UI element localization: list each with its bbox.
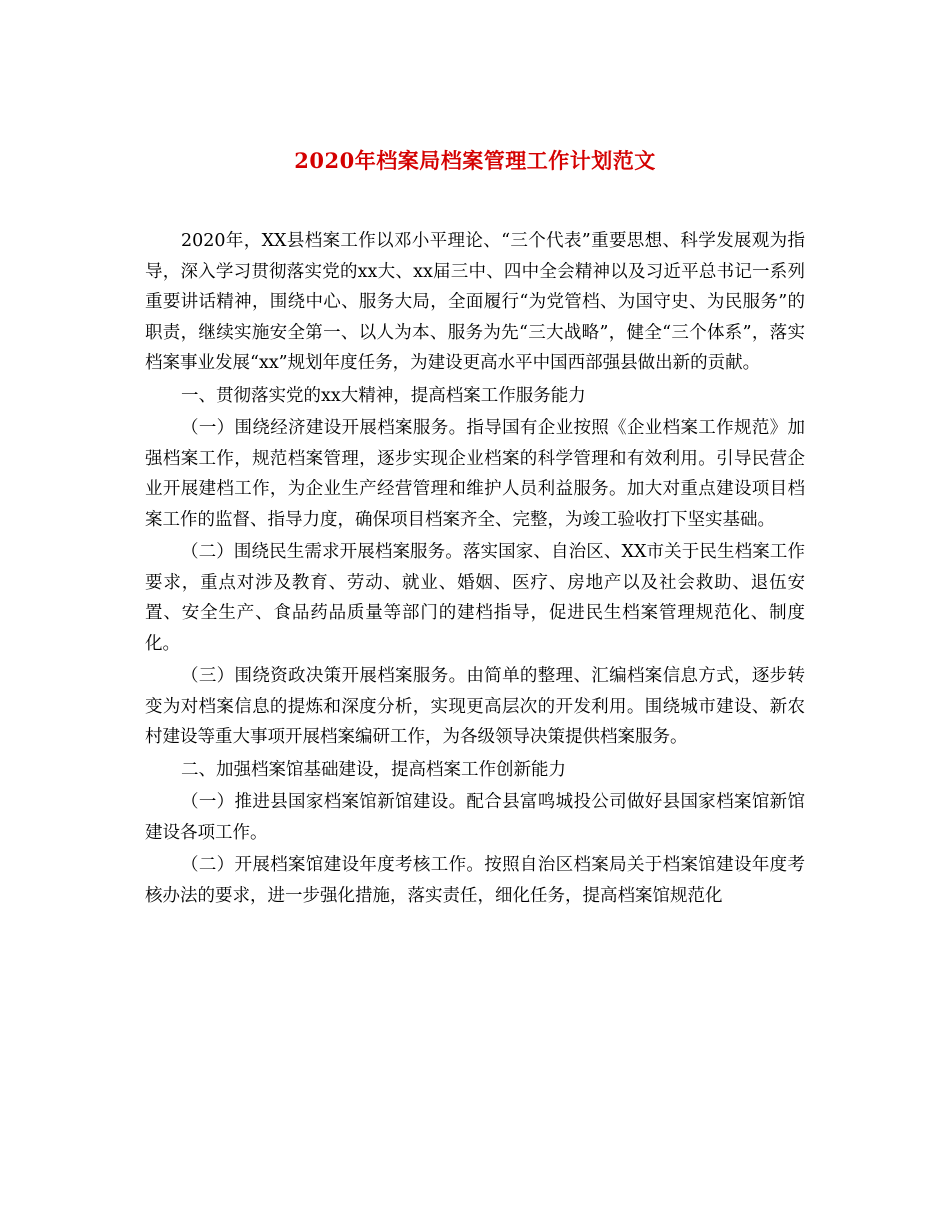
- section-heading-1: 一、贯彻落实党的xx大精神，提高档案工作服务能力: [181, 385, 586, 406]
- document-title: 2020年档案局档案管理工作计划范文: [294, 148, 656, 173]
- paragraph-2-1: （一）推进县国家档案馆新馆建设。配合县富鸣城投公司做好县国家档案馆新馆建设各项工作。: [145, 792, 805, 843]
- paragraph-1-2: （二）围绕民生需求开展档案服务。落实国家、自治区、XX市关于民生档案工作要求，重点对涉及教育、劳动、就业、婚姻、医疗、房地产以及社会救助、退伍安置、安全生产、食品药品质量等部门的建档指导，促进民生档案管理规范化、制度化。: [145, 542, 805, 654]
- paragraph-intro: 2020年，XX县档案工作以邓小平理论、“三个代表”重要思想、科学发展观为指导，深入学习贯彻落实党的xx大、xx届三中、四中全会精神以及习近平总书记一系列重要讲话精神，围绕中心、服务大局，全面履行“为党管档、为国守史、为民服务”的职责，继续实施安全第一、以人为本、服务为先“三大战略”，健全“三个体系”，落实档案事业发展“xx”规划年度任务，为建设更高水平中国西部强县做出新的贡献。: [145, 231, 805, 373]
- paragraph-2-2: （二）开展档案馆建设年度考核工作。按照自治区档案局关于档案馆建设年度考核办法的要求，进一步强化措施，落实责任，细化任务，提高档案馆规范化: [145, 855, 805, 906]
- document-body: [145, 226, 805, 913]
- paragraph-1-1: （一）围绕经济建设开展档案服务。指导国有企业按照《企业档案工作规范》加强档案工作，规范档案管理，逐步实现企业档案的科学管理和有效利用。引导民营企业开展建档工作，为企业生产经营管理和维护人员利益服务。加大对重点建设项目档案工作的监督、指导力度，确保项目档案齐全、完整，为竣工验收打下坚实基础。: [145, 418, 805, 530]
- paragraph-1-3: （三）围绕资政决策开展档案服务。由简单的整理、汇编档案信息方式，逐步转变为对档案信息的提炼和深度分析，实现更高层次的开发利用。围绕城市建设、新农村建设等重大事项开展档案编研工作，为各级领导决策提供档案服务。: [145, 666, 805, 747]
- section-heading-2: 二、加强档案馆基础建设，提高档案工作创新能力: [181, 759, 566, 780]
